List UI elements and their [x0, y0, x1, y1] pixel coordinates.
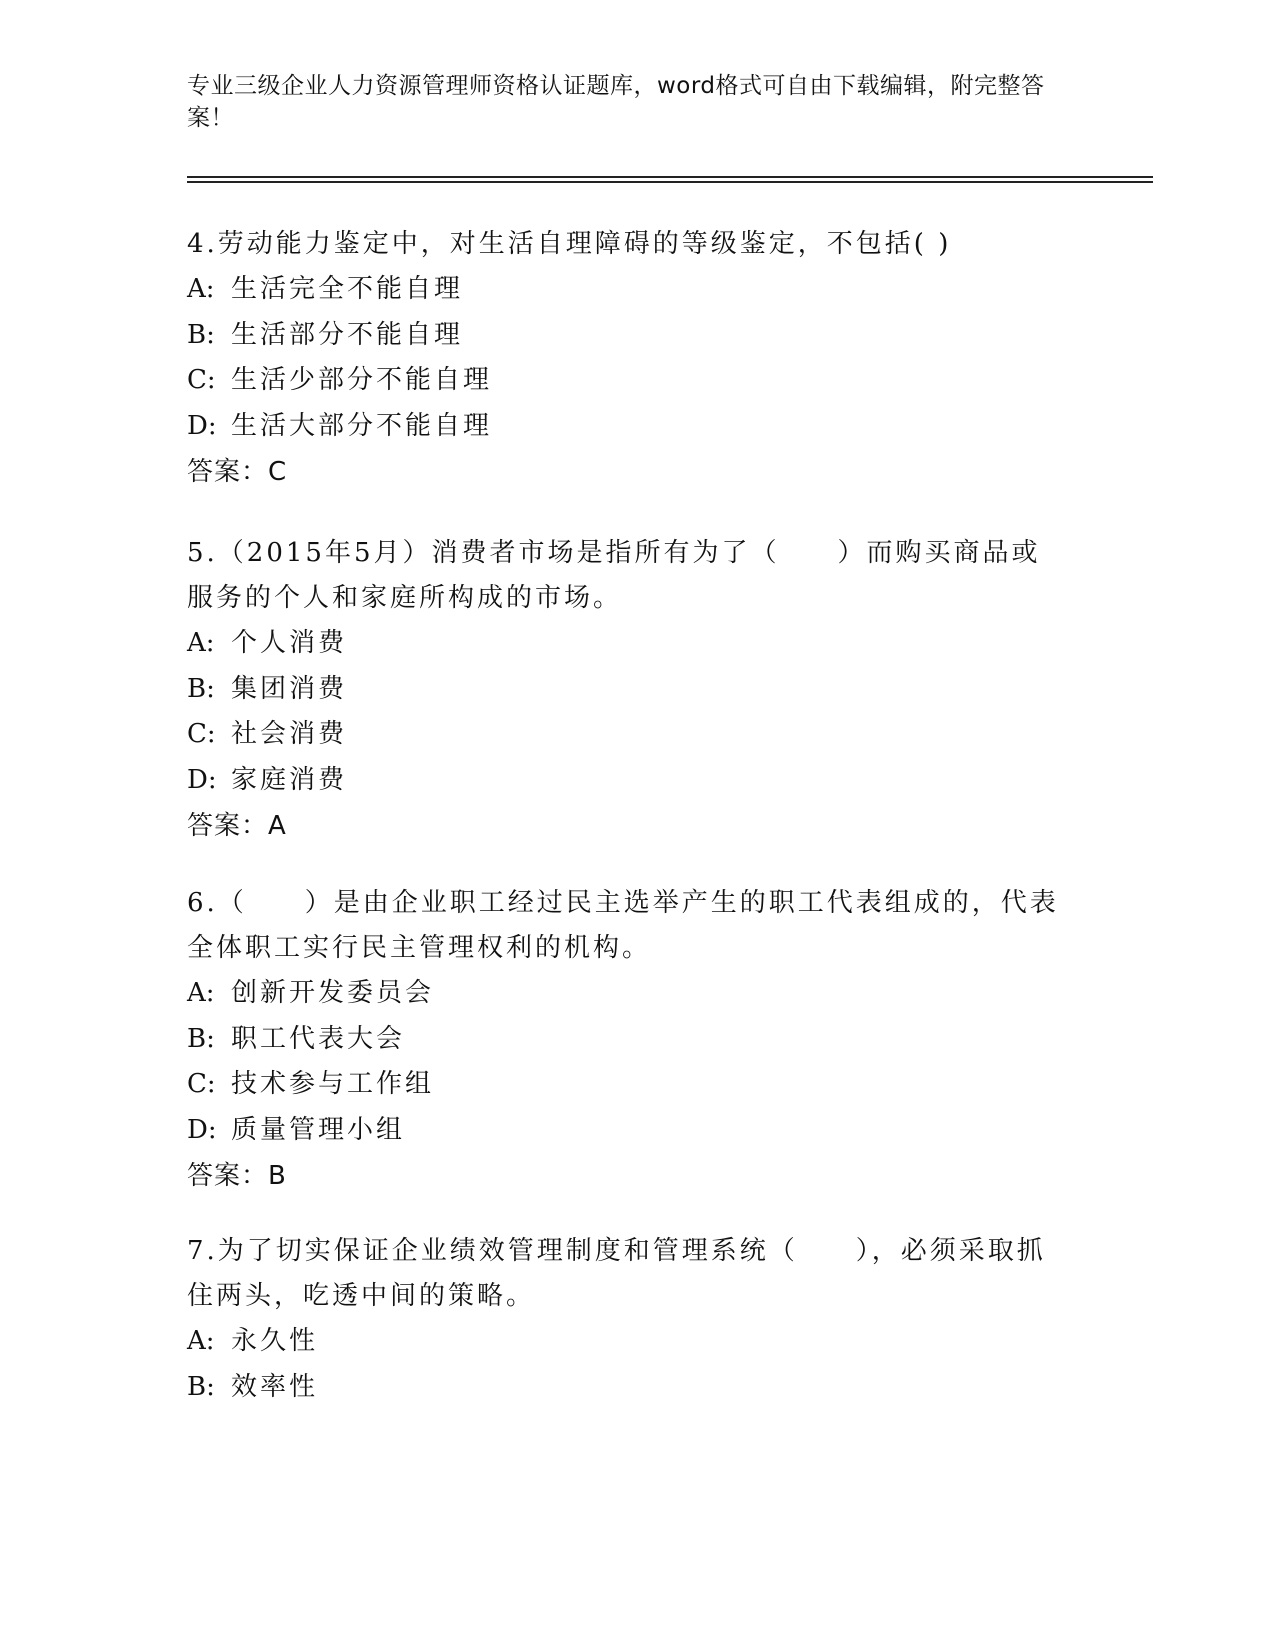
option-text: 生活少部分不能自理	[231, 365, 493, 395]
option-text: 集团消费	[231, 673, 348, 704]
answer: 答案：A	[187, 811, 287, 841]
option-text: 效率性	[231, 1371, 319, 1402]
option-d	[187, 758, 1067, 804]
option-label: C:	[187, 719, 216, 749]
option-text: 永久性	[231, 1326, 319, 1356]
option-label: B:	[187, 673, 215, 704]
option-b	[187, 667, 1067, 713]
option-text: 创新开发委员会	[231, 978, 435, 1008]
question-5	[187, 531, 1067, 849]
option-b	[187, 1365, 1067, 1411]
option-text: 质量管理小组	[231, 1114, 406, 1145]
option-label: C:	[187, 1069, 216, 1099]
question-stem: 5.（2015年5月）消费者市场是指所有为了（ ）而购买商品或服务的个人和家庭所构成的市场。	[187, 538, 1041, 613]
option-text: 生活完全不能自理	[231, 274, 464, 304]
question-stem: 6.（ ）是由企业职工经过民主选举产生的职工代表组成的，代表全体职工实行民主管理权利的机构。	[187, 888, 1059, 963]
option-text: 社会消费	[231, 719, 348, 749]
option-text: 生活大部分不能自理	[231, 410, 493, 441]
question-6	[187, 881, 1067, 1199]
option-c	[187, 1062, 1067, 1108]
option-label: B:	[187, 1023, 215, 1054]
option-label: A:	[187, 978, 215, 1008]
question-stem: 7.为了切实保证企业绩效管理制度和管理系统（ ），必须采取抓住两头，吃透中间的策略。	[187, 1236, 1046, 1311]
option-label: D:	[187, 410, 217, 441]
option-a	[187, 621, 1067, 667]
option-b	[187, 1017, 1067, 1063]
header-divider-top	[187, 176, 1153, 178]
option-d	[187, 404, 1067, 450]
option-label: B:	[187, 319, 215, 350]
answer: 答案：C	[187, 457, 288, 487]
option-label: A:	[187, 274, 215, 304]
option-a	[187, 267, 1067, 313]
option-label: C:	[187, 365, 216, 395]
option-d	[187, 1108, 1067, 1154]
option-label: A:	[187, 1326, 215, 1356]
option-text: 职工代表大会	[231, 1023, 406, 1054]
option-text: 家庭消费	[231, 764, 348, 795]
option-text: 技术参与工作组	[231, 1069, 435, 1099]
option-text: 生活部分不能自理	[231, 319, 464, 350]
option-b	[187, 313, 1067, 359]
option-label: D:	[187, 1114, 217, 1145]
option-c	[187, 358, 1067, 404]
question-7	[187, 1229, 1067, 1410]
question-4	[187, 222, 1067, 495]
option-label: B:	[187, 1371, 215, 1402]
document-header: 专业三级企业人力资源管理师资格认证题库，word格式可自由下载编辑，附完整答案！	[187, 73, 1045, 131]
header-divider-bottom	[187, 181, 1153, 183]
answer: 答案：B	[187, 1161, 287, 1191]
option-label: A:	[187, 628, 215, 658]
question-stem: 4.劳动能力鉴定中，对生活自理障碍的等级鉴定，不包括( )	[187, 229, 952, 259]
option-a	[187, 1319, 1067, 1365]
option-c	[187, 712, 1067, 758]
option-a	[187, 971, 1067, 1017]
option-label: D:	[187, 764, 217, 795]
option-text: 个人消费	[231, 628, 348, 658]
